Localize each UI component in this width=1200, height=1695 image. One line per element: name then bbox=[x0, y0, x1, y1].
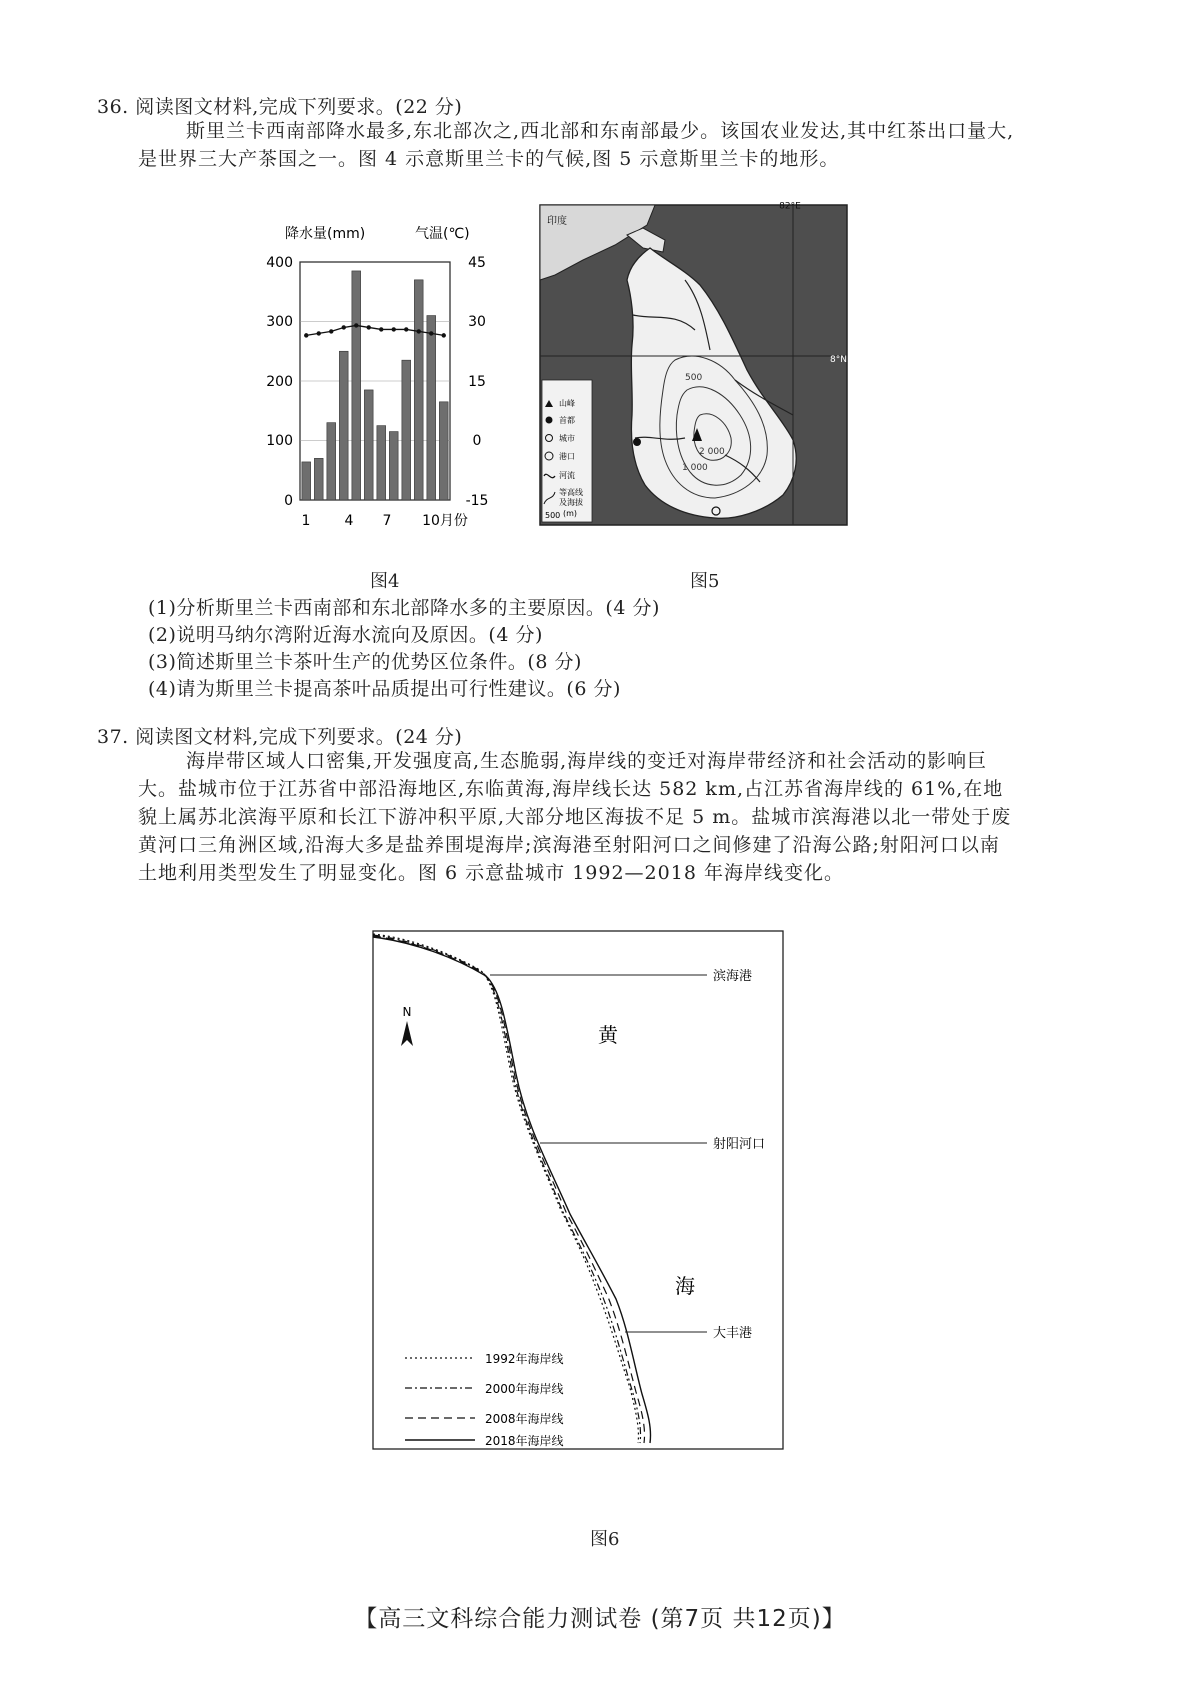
temp-line bbox=[304, 323, 446, 337]
precip-bar bbox=[339, 351, 348, 500]
precip-bar bbox=[414, 280, 423, 500]
right-tick-label: 0 bbox=[472, 433, 482, 449]
legend-label: 2018年海岸线 bbox=[485, 1434, 564, 1448]
q36-question-3: (3)简述斯里兰卡茶叶生产的优势区位条件。(8 分) bbox=[148, 651, 582, 673]
temp-point bbox=[304, 333, 308, 337]
x-tick-labels bbox=[302, 513, 468, 529]
right-tick-label: 30 bbox=[468, 314, 486, 330]
legend-label: 首都 bbox=[559, 416, 575, 425]
place-label: 射阳河口 bbox=[713, 1137, 766, 1152]
north-arrow bbox=[401, 1005, 413, 1046]
left-tick-label: 0 bbox=[284, 493, 293, 509]
left-tick-label: 100 bbox=[266, 433, 293, 449]
x-tick-label: 10月份 bbox=[422, 513, 468, 529]
left-tick-label: 200 bbox=[266, 374, 293, 390]
right-tick-label: 15 bbox=[468, 374, 486, 390]
x-tick-label: 7 bbox=[382, 513, 392, 529]
legend-label: 2000年海岸线 bbox=[485, 1382, 564, 1396]
legend-label: 及海拔 bbox=[559, 498, 583, 507]
temp-point bbox=[379, 327, 383, 331]
temp-point bbox=[442, 333, 446, 337]
legend-label: 港口 bbox=[559, 452, 575, 461]
contour-label: 2 000 bbox=[699, 447, 725, 457]
left-tick-label: 300 bbox=[266, 314, 293, 330]
right-tick-label: -15 bbox=[465, 493, 489, 509]
precip-bar bbox=[352, 271, 361, 500]
legend-label: 城市 bbox=[559, 434, 575, 443]
coastline-2000 bbox=[373, 935, 641, 1443]
q36-question-2: (2)说明马纳尔湾附近海水流向及原因。(4 分) bbox=[148, 624, 543, 646]
precip-bars bbox=[302, 271, 448, 500]
capital-icon bbox=[546, 417, 553, 424]
temp-point bbox=[342, 325, 346, 329]
right-tick-labels bbox=[466, 255, 489, 509]
sri-lanka-map bbox=[535, 200, 855, 530]
temp-point bbox=[317, 331, 321, 335]
precip-bar bbox=[327, 423, 336, 500]
precip-bar bbox=[439, 402, 448, 500]
sea-label-1: 黄 bbox=[598, 1023, 618, 1047]
lon-label: 82°E bbox=[779, 201, 801, 212]
capital-icon bbox=[633, 438, 641, 446]
q36-heading: 36. 阅读图文材料,完成下列要求。(22 分) bbox=[97, 96, 463, 118]
left-tick-labels bbox=[266, 255, 293, 509]
temp-point bbox=[417, 329, 421, 333]
temp-point bbox=[354, 323, 358, 327]
left-tick-label: 400 bbox=[266, 255, 293, 271]
q36-question-4: (4)请为斯里兰卡提高茶叶品质提出可行性建议。(6 分) bbox=[148, 678, 621, 700]
legend-contour-sample: 500 bbox=[545, 511, 561, 520]
chart-ylabel-right: 气温(℃) bbox=[415, 226, 470, 242]
place-label: 大丰港 bbox=[713, 1326, 753, 1341]
temp-point bbox=[429, 331, 433, 335]
climate-chart bbox=[255, 210, 525, 570]
contour-label: 1 000 bbox=[682, 463, 708, 473]
right-tick-label: 45 bbox=[468, 255, 486, 271]
q36-paragraph: 斯里兰卡西南部降水最多,东北部次之,西北部和东南部最少。该国农业发达,其中红茶出口量大,是世界三大产茶国之一。图 4 示意斯里兰卡的气候,图 5 示意斯里兰卡的地形。 bbox=[138, 120, 1015, 170]
legend-label: 等高线 bbox=[559, 488, 583, 497]
temp-point bbox=[404, 327, 408, 331]
q37-heading: 37. 阅读图文材料,完成下列要求。(24 分) bbox=[97, 726, 463, 748]
north-arrow-icon bbox=[401, 1021, 413, 1046]
place-label: 滨海港 bbox=[713, 969, 753, 984]
precip-bar bbox=[389, 432, 398, 500]
coastline-map bbox=[370, 928, 830, 1488]
temp-point bbox=[392, 327, 396, 331]
map-frame bbox=[373, 931, 783, 1449]
temp-point bbox=[329, 329, 333, 333]
chart-ylabel-left: 降水量(mm) bbox=[285, 226, 366, 242]
legend-label: (m) bbox=[563, 509, 578, 518]
coastline-2018 bbox=[373, 937, 651, 1443]
precip-bar bbox=[302, 462, 311, 500]
precip-bar bbox=[427, 316, 436, 500]
q36-question-1: (1)分析斯里兰卡西南部和东北部降水多的主要原因。(4 分) bbox=[148, 597, 660, 619]
legend-label: 1992年海岸线 bbox=[485, 1352, 564, 1366]
precip-bar bbox=[377, 426, 386, 500]
page-footer: 【高三文科综合能力测试卷 (第7页 共12页)】 bbox=[354, 1606, 846, 1632]
precip-bar bbox=[364, 390, 373, 500]
legend-label: 河流 bbox=[559, 471, 575, 480]
precip-bar bbox=[314, 458, 323, 500]
x-tick-label: 4 bbox=[344, 513, 354, 529]
sea-label-2: 海 bbox=[675, 1274, 695, 1298]
contour-label: 500 bbox=[685, 373, 703, 383]
india-label: 印度 bbox=[547, 216, 567, 227]
coastline-1992 bbox=[373, 934, 638, 1443]
legend-label: 山峰 bbox=[559, 399, 575, 408]
lat-label: 8°N bbox=[830, 355, 847, 365]
north-label: N bbox=[402, 1005, 412, 1019]
fig5-caption: 图5 bbox=[690, 571, 720, 592]
q37-paragraph: 海岸带区域人口密集,开发强度高,生态脆弱,海岸线的变迁对海岸带经济和社会活动的影响巨大。盐城市位于江苏省中部沿海地区,东临黄海,海岸线长达 582 km,占江苏省海岸线的 61%,在地貌上属苏北滨海平原和长江下游冲积平原,大部分地区海拔不足 5 m。盐城市滨海港以北一带处于废黄河口三角洲区域,沿海大多是盐养围堤海岸;滨海港至射阳河口之间修建了沿海公路;射阳河口以南土地利用类型发生了明显变化。图 6 示意盐城市 1992—2018 年海岸线变化。 bbox=[138, 750, 1012, 884]
fig6-caption: 图6 bbox=[590, 1529, 620, 1550]
precip-bar bbox=[402, 360, 411, 500]
coastline-2008 bbox=[373, 936, 645, 1443]
x-tick-label: 1 bbox=[301, 513, 311, 529]
fig4-caption: 图4 bbox=[370, 571, 400, 592]
coastline-legend bbox=[405, 1351, 564, 1448]
temp-point bbox=[367, 325, 371, 329]
map-legend bbox=[542, 380, 592, 522]
legend-label: 2008年海岸线 bbox=[485, 1412, 564, 1426]
